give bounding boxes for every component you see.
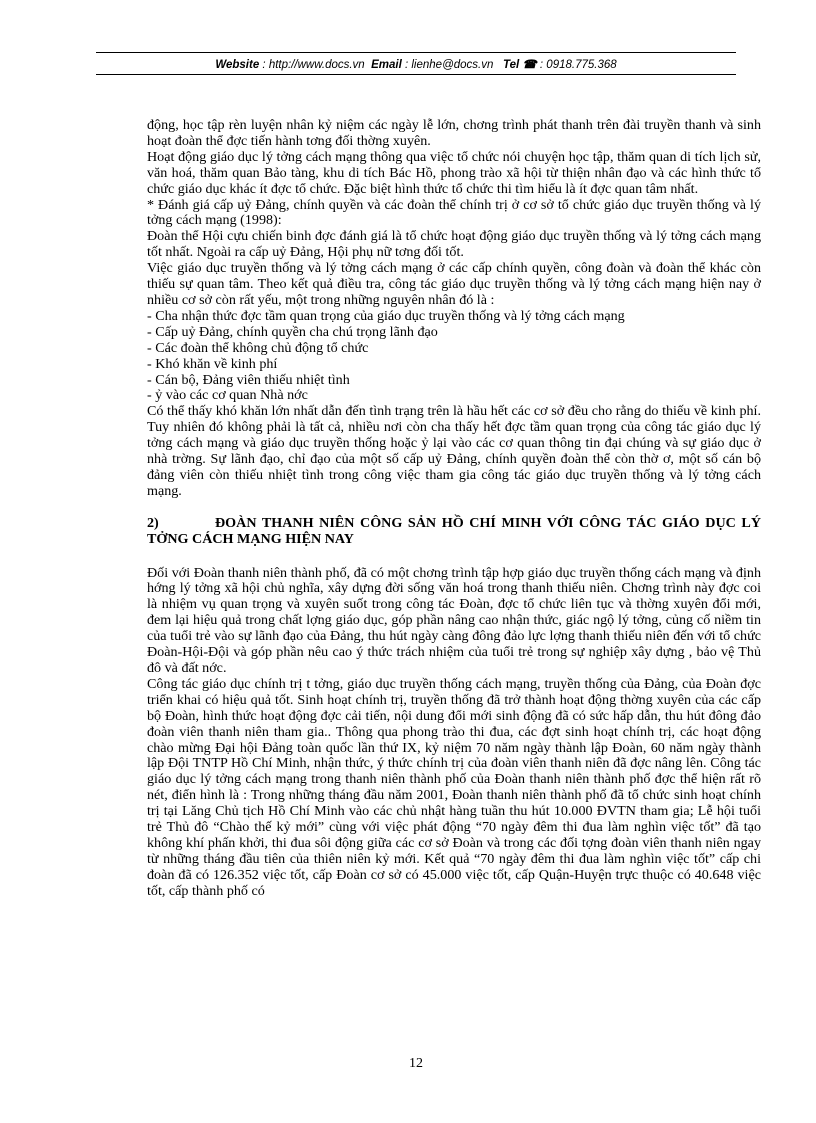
list-item: - Cán bộ, Đảng viên thiếu nhiệt tình (147, 371, 350, 388)
website-url: http://www.docs.vn (268, 59, 365, 71)
email-label: Email (371, 59, 402, 71)
paragraph: * Đánh giá cấp uỷ Đảng, chính quyền và các đoàn thể chính trị ở cơ sở tổ chức giáo dục truyền thống và lý tởng cách mạng (1998): (147, 196, 761, 229)
tel-sep: : (536, 59, 547, 71)
paragraph: động, học tập rèn luyện nhân kỷ niệm các ngày lễ lớn, chơng trình phát thanh trên đài truyền thanh và sinh hoạt đoàn thể đợc tiến hành tơng đối thờng xuyên. (147, 117, 761, 149)
list-item: - Cha nhận thức đợc tầm quan trọng của giáo dục truyền thống và lý tởng cách mạng (147, 307, 625, 324)
list-item: - Cấp uỷ Đảng, chính quyền cha chú trọng lãnh đạo (147, 323, 438, 340)
tel-label: Tel (502, 59, 520, 71)
list-item: - Các đoàn thể không chủ động tổ chức (147, 339, 369, 356)
document-body (147, 118, 761, 900)
paragraph: Đối với Đoàn thanh niên thành phố, đã có một chơng trình tập hợp giáo dục truyền thống cách mạng và định hớng lý tởng xã hội chủ nghĩa, xây dựng đời sống văn hoá trong thanh thiếu niên. Chơng trình này đợc coi là nhiệm vụ quan trọng và xuyên suốt trong công tác Đoàn, đợc tổ chức liên tục và thờng xuyên đổi mới, đem lại hiệu quả trong chất lợng giáo dục, góp phần nâng cao nhận thức, giác ngộ lý tởng, củng cố niềm tin của tuổi trẻ vào sự lãnh đạo của Đảng, thu hút ngày càng đông đảo lực lợng thanh thiếu niên đến với tổ chức Đoàn-Hội-Đội và góp phần nêu cao ý thức trách nhiệm của tuổi trẻ trong sự nghiệp xây dựng , bảo vệ Thủ đô và đất nớc. (147, 564, 761, 676)
paragraph: Công tác giáo dục chính trị t tởng, giáo dục truyền thống cách mạng, truyền thống của Đảng, của Đoàn đợc triển khai có hiệu quả tốt. Sinh hoạt chính trị, truyền thống đã trở thành hoạt động thờng xuyên của các cấp bộ Đoàn, hình thức hoạt động đợc cải tiến, nội dung đổi mới sinh động đã có sức hấp dẫn, thu hút đông đảo đoàn viên thanh niên tham gia.. Thông qua phong trào thi đua, các đợt sinh hoạt chính trị, các hoạt động chào mừng Đại hội Đảng toàn quốc lần thứ IX, kỷ niệm 70 năm ngày thành lập Đoàn, 60 năm ngày thành lập Đội TNTP Hồ Chí Minh, nhận thức, ý thức chính trị của đoàn viên thanh niên đã đợc nâng lên. Công tác giáo dục lý tởng cách mạng trong thanh niên thành phố của Đoàn thanh niên thành phố đợc thể hiện rất rõ nét, điển hình là : Trong những tháng đầu năm 2001, Đoàn thanh niên thành phố đã tổ chức sinh hoạt chính trị tại Lăng Chủ tịch Hồ Chí Minh vào các chủ nhật hàng tuần thu hút 10.000 ĐVTN tham gia; Lễ hội tuổi trẻ Thủ đô “Chào thế kỷ mới” cùng với việc phát động “70 ngày đêm thi đua làm nghìn việc tốt” đã tạo không khí phấn khởi, thi đua sôi động giữa các cơ sở Đoàn và trong các đối tợng đoàn viên thanh niên ngay từ những tháng đầu tiên của thiên niên kỷ mới. Kết quả “70 ngày đêm thi đua làm nghìn việc tốt” cấp chi đoàn đã có 126.352 việc tốt, cấp Đoàn cơ sở có 45.000 việc tốt, cấp Quận-Huyện trực thuộc có 40.648 việc tốt, cấp thành phố có (147, 675, 761, 899)
email-sep: : (401, 59, 412, 71)
email-address: lienhe@docs.vn (411, 59, 494, 71)
section-title: ĐOÀN THANH NIÊN CÔNG SẢN HỒ CHÍ MINH VỚI CÔNG TÁC GIÁO DỤC LÝ TỞNG CÁCH MẠNG HIỆN NAY (147, 514, 761, 547)
header-rule-top (96, 52, 736, 53)
telephone-icon: ☎ (522, 59, 537, 71)
section-number: 2) (147, 514, 159, 531)
website-sep: : (259, 59, 269, 71)
header-rule-bottom (96, 74, 736, 75)
page-number: 12 (409, 1056, 423, 1071)
paragraph: Có thể thấy khó khăn lớn nhất dẫn đến tình trạng trên là hầu hết các cơ sở đều cho rằng do thiếu về kinh phí. Tuy nhiên đó không phải là tất cả, nhiều nơi còn cha thấy hết đợc tầm quan trọng của công tác giáo dục lý tởng cách mạng và giáo dục truyền thống hoặc ỷ lại vào các cơ quan thông tin đại chúng và sự giáo dục ở nhà trờng. Sự lãnh đạo, chỉ đạo của một số cấp uỷ Đảng, chính quyền đoàn thể còn thờ ơ, một số cán bộ đảng viên còn thiếu nhiệt tình trong công việc tham gia công tác giáo dục truyền thống và lý tởng cách mạng. (147, 403, 761, 499)
paragraph: Hoạt động giáo dục lý tởng cách mạng thông qua việc tổ chức nói chuyện học tập, thăm quan di tích lịch sử, văn hoá, thăm quan Bảo tàng, khu di tích Bác Hồ, phong trào xã hội từ thiện nhân đạo và các hình thức tổ chức giáo dục khác ít đợc tổ chức. Đặc biệt hình thức tổ chức thi tìm hiểu là ít đợc quan tâm nhất. (147, 148, 761, 197)
tel-number: 0918.775.368 (546, 59, 617, 71)
list-item: - ỷ vào các cơ quan Nhà nớc (147, 387, 308, 404)
paragraph: Đoàn thể Hội cựu chiến binh đợc đánh giá là tổ chức hoạt động giáo dục truyền thống và lý tởng cách mạng tốt nhất. Ngoài ra cấp uỷ Đảng, Hội phụ nữ tơng đối tốt. (147, 228, 761, 261)
website-label: Website (215, 59, 260, 71)
section-heading (147, 516, 761, 548)
page-header (96, 57, 736, 71)
paragraph: Việc giáo dục truyền thống và lý tởng cách mạng ở các cấp chính quyền, công đoàn và đoàn thể khác còn thiếu sự quan tâm. Theo kết quả điều tra, công tác giáo dục truyền thống và lý tởng cách mạng hiện nay ở nhiều cơ sở còn rất yếu, một trong những nguyên nhân đó là : (147, 260, 761, 308)
list-item: - Khó khăn về kinh phí (147, 355, 278, 372)
